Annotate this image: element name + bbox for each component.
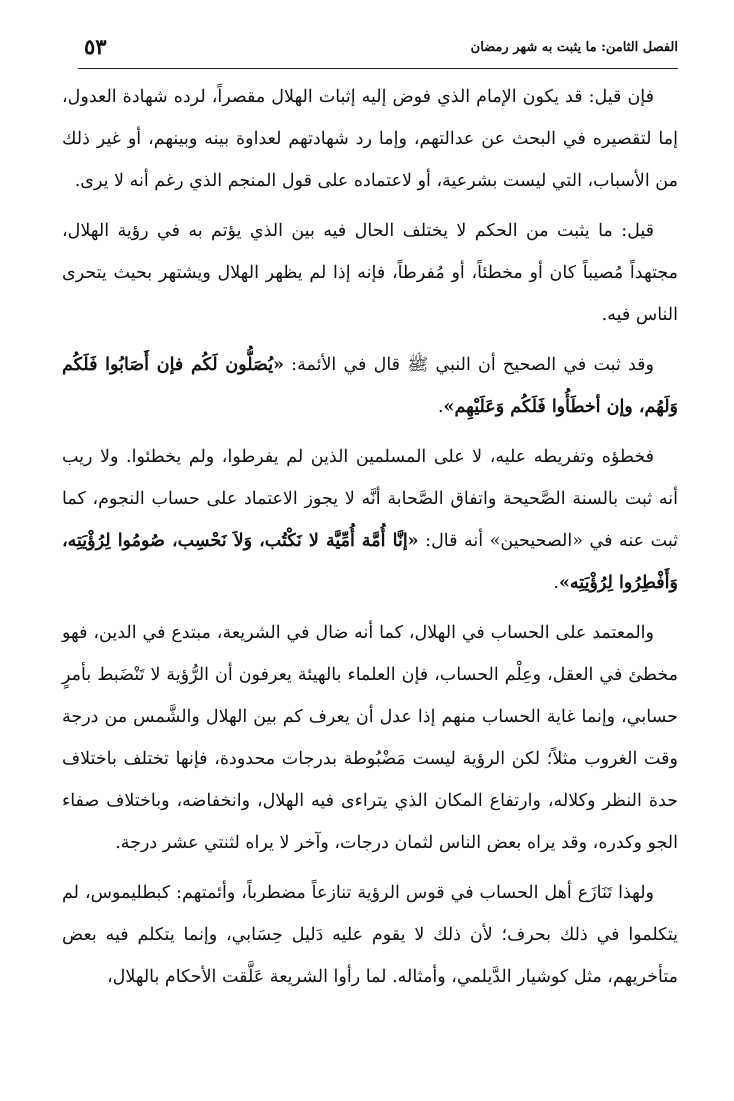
paragraph-text: والمعتمد على الحساب في الهلال، كما أنه ضال في الشريعة، مبتدع في الدين، فهو مخطئ في العقل، وعِلْم الحساب، فإن العلماء بالهيئة يعرفون أن الرُّؤية لا تَنْضَبط بأمرٍ حسابي، وإنما غاية الحساب منهم إذا عدل أن يعرف كم بين الهلال والشَّمس من درجة وقت الغروب مثلاً؛ لكن الرؤية ليست مَضْبُوطة بدرجات محدودة، فإنها تختلف باختلاف حدة النظر وكلاله، وارتفاع المكان الذي يتراءى فيه الهلال، وانخفاضه، وباختلاف صفاء الجو وكدره، وقد يراه بعض الناس لثمان درجات، وآخر لا يراه لثنتي عشر درجة.: [62, 623, 678, 853]
paragraph-text: وقد ثبت في الصحيح أن النبي ﷺ قال في الأئمة:: [284, 355, 654, 375]
hadith-quote: «يُصَلُّون لَكُم فإن أَصَابُوا فَلَكُم وَلَهُم، وإن أخطَأُوا فَلَكُم وَعَلَيْهِم»: [62, 355, 678, 417]
paragraph: [62, 436, 678, 604]
page-number: ٥٣: [84, 34, 107, 59]
chapter-title: الفصل الثامن: ما يثبت به شهر رمضان: [470, 40, 678, 55]
running-header: [78, 30, 678, 66]
paragraph: [62, 612, 678, 864]
paragraph: [62, 344, 678, 428]
paragraph: [62, 872, 678, 998]
paragraph: [62, 76, 678, 202]
paragraph-text: فخطؤه وتفريطه عليه، لا على المسلمين الذين لم يفرطوا، ولم يخطئوا. ولا ريب أنه ثبت بالسنة الصَّحيحة واتفاق الصَّحابة أنَّه لا يجوز الاعتماد على حساب النجوم، كما ثبت عنه في «الصحيحين» أنه قال:: [62, 447, 678, 551]
paragraph: [62, 210, 678, 336]
paragraph-text: قيل: ما يثبت من الحكم لا يختلف الحال فيه بين الذي يؤتم به في رؤية الهلال، مجتهداً مُصيباً كان أو مخطئاً، أو مُفرطاً، فإنه إذا لم يظهر الهلال ويشتهر بحيث يتحرى الناس فيه.: [62, 221, 678, 325]
hadith-quote: «إنَّا أُمَّة أُمِّيَّة لا نَكْتُب، وَلاَ نَحْسِب، صُومُوا لِرُؤْيَتِه، وَأَفْطِرُوا لِرُؤْيَتِه»: [62, 531, 678, 593]
paragraph-text: فإن قيل: قد يكون الإمام الذي فوض إليه إثبات الهلال مقصراً، لرده شهادة العدول، إما لتقصيره في البحث عن عدالتهم، وإما رد شهادتهم لعداوة بينه وبينهم، أو غير ذلك من الأسباب، التي ليست بشرعية، أو لاعتماده على قول المنجم الذي رغم أنه لا يرى.: [62, 87, 678, 191]
header-divider: [78, 68, 678, 69]
paragraph-text: .: [437, 397, 444, 417]
paragraph-text: ولهذا تَنَازَع أهل الحساب في قوس الرؤية تنازعاً مضطرباً، وأئمتهم: كبطليموس، لم يتكلموا في ذلك بحرف؛ لأن ذلك لا يقوم عليه دَليل حِسَابي، وإنما يتكلم فيه بعض متأخريهم، مثل كوشيار الدَّيلمي، وأمثاله. لما رأوا الشريعة عَلَّقت الأحكام بالهلال،: [62, 883, 678, 987]
body-text: [62, 76, 678, 1006]
paragraph-text: .: [553, 573, 559, 593]
